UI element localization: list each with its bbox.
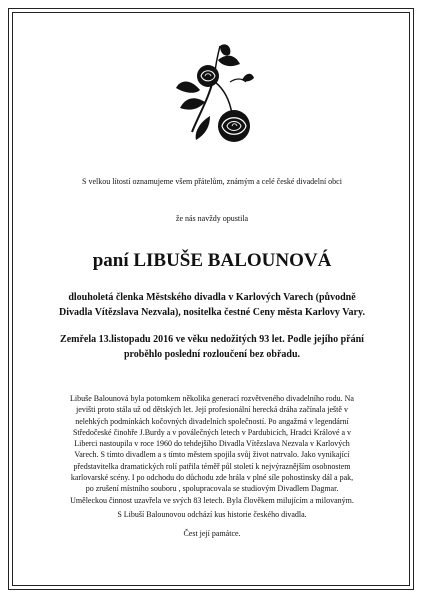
bio-line: Středočeské činohře J.Burdy a v poválečných letech v Pardubicích, Hradci Králové a v	[72, 427, 352, 437]
bio-line: Libuše Balounová byla potomkem několika generací rozvětveného divadelního rodu. Na	[70, 394, 354, 403]
subtitle-text: že nás navždy opustila	[175, 214, 249, 223]
bio-line: Uměleckou činnost uzavřela ve svých 83 letech. Byla člověkem milujícím a milovaným.	[70, 495, 354, 505]
bio-line: jevišti proto stála už od dětských let. Její profesionální herecká dráha začínala ještě v	[76, 405, 348, 415]
deceased-name: paní LIBUŠE BALOUNOVÁ	[92, 250, 332, 271]
death-line: proběhlo poslední rozloučení bez obřadu.	[123, 349, 301, 360]
announcement-text: S velkou lítostí oznamujeme všem přátelům, známým a celé české divadelní obci	[82, 177, 342, 186]
bio-line: představitelka dramatických rolí patřila téměř půl století k nejvýraznějším osobnostem	[73, 461, 351, 471]
honor-text: Čest její památce.	[183, 529, 241, 538]
bio-line: nelehkých podmínkách kočovných divadelních společností. Po angažmá v legendární	[75, 416, 349, 426]
farewell-text: S Libuší Balounovou odchází kus historie českého divadla.	[117, 510, 307, 519]
death-line: Zemřela 13.listopadu 2016 ve věku nedožitých 93 let. Podle jejího přání	[60, 334, 364, 345]
bio-line: Liberci nastoupila v roce 1960 do tehdejšího Divadla Vítězslava Nezvala v Karlových	[74, 439, 350, 449]
role-description	[50, 290, 374, 320]
bio-line: Varech. S tímto divadlem a s tímto městem spojila svůj život natrvalo. Jako vynikající	[74, 450, 350, 460]
bio-line: po zrušení místního souboru , spolupracovala se studiovým Divadlem Dagmar.	[85, 484, 339, 494]
bio-line: karlovarské scény. I po odchodu do důchodu zde hrála v plné síle pohostinsky dál a pak,	[70, 473, 354, 483]
biography	[52, 393, 372, 506]
role-line: Divadla Vítězslava Nezvala), nositelka čestné Ceny města Karlovy Vary.	[59, 307, 365, 318]
death-notice	[50, 332, 374, 362]
roses-illustration-icon	[170, 42, 260, 147]
role-line: dlouholetá členka Městského divadla v Karlových Varech (původně	[68, 292, 356, 303]
